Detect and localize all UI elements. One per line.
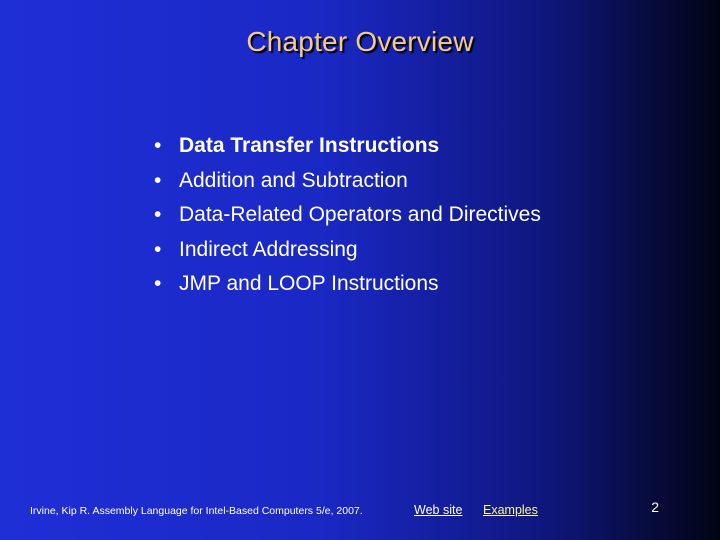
bullet-dot-icon: • [154, 168, 162, 192]
bullet-dot-icon: • [154, 237, 162, 261]
bullet-item [154, 129, 541, 164]
footer-citation: Irvine, Kip R. Assembly Language for Intel-Based Computers 5/e, 2007. [30, 505, 363, 517]
bullet-dot-icon: • [154, 203, 162, 226]
web-site-link[interactable]: Web site [414, 503, 463, 517]
bullet-text: JMP and LOOP Instructions [179, 272, 439, 295]
examples-link[interactable]: Examples [483, 503, 538, 517]
bullet-dot-icon: • [154, 272, 162, 295]
slide-title: Chapter Overview [246, 26, 474, 57]
bullet-text: Indirect Addressing [179, 237, 358, 261]
bullet-list [154, 129, 541, 302]
bullet-dot-icon: • [154, 134, 162, 157]
bullet-item [154, 198, 541, 233]
bullet-item [154, 267, 541, 302]
bullet-text: Data-Related Operators and Directives [179, 203, 541, 226]
bullet-item [154, 233, 541, 268]
page-number: 2 [651, 499, 659, 515]
bullet-text: Data Transfer Instructions [179, 134, 440, 157]
bullet-text: Addition and Subtraction [179, 168, 408, 192]
bullet-item [154, 164, 541, 199]
